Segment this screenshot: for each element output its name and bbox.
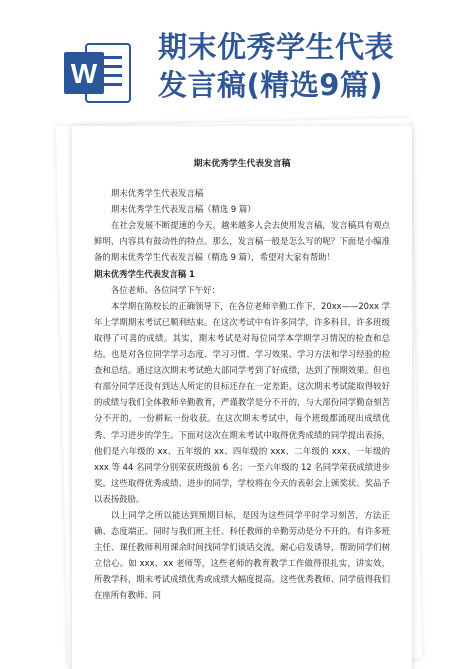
word-icon-letter: W — [70, 58, 98, 89]
paragraph: 在社会发展不断提速的今天，越来越多人会去使用发言稿，发言稿具有观点鲜明，内容具有鼓动性的特点。那么，发言稿一般是怎么写的呢？下面是小编准备的期末优秀学生代表发言稿（精选 9 篇），希望对大家有帮助！ — [94, 220, 390, 263]
word-document-icon — [62, 36, 136, 110]
paragraph: 以上同学之所以能达到预期目标，是因为这些同学平时学习刻苦，方法正确、态度端正。同时与我们班主任、科任教师的辛勤劳动是分不开的。有许多班主任、课任教师利用课余时间找同学们谈话交流，耐心启发诱导，帮助同学们树立信心。如 xxx、xx 老师等，这些老师的教育教学工作做得很扎实，讲实效，所教学科，期末考试成绩优秀或成绩大幅度提高。这些优秀教师、同学值得我们在座所有教师、同 — [94, 509, 390, 601]
document-content — [94, 156, 390, 604]
title-line-1: 期末优秀学生代表 — [158, 30, 395, 64]
document-title: 期末优秀学生代表发言稿 — [193, 159, 291, 169]
document-page — [72, 126, 412, 669]
section-heading: 期末优秀学生代表发言稿 1 — [94, 268, 195, 279]
title-line-2: 发言稿(精选9篇) — [158, 68, 384, 102]
paragraph: 期末优秀学生代表发言稿（精选 9 篇） — [111, 204, 256, 215]
paragraph: 期末优秀学生代表发言稿 — [111, 188, 204, 199]
paragraph: 各位老师、各位同学下午好： — [111, 284, 220, 295]
page-title — [158, 28, 468, 104]
paragraph: 本学期在陈校长的正确领导下，在各位老师辛勤工作下，20xx——20xx 学年上学期期末考试已顺利结束。在这次考试中有许多同学，许多科目，许多班级取得了可喜的成绩。其实，期末考试是对每位同学本学期学习情况的检查和总结。也是对各位同学学习态度、学习习惯、学习效果、学习方法和学习经验的检查和总结。通过这次期末考试绝大部同学考到了好成绩，达到了预期效果。但也有部分同学还没有到达人所定的目标还存在一定差距。这次期末考试能取得较好的成绩与我们全体教师辛勤教育，严谨教学是分不开的，与大部份同学勤奋刻苦分不开的，一份耕耘一份收获。在这次期末考试中，每个班级都涌现出成绩优秀、学习进步的学生。下面对这次在期末考试中取得优秀成绩的同学提出表扬，他们是六年级的 xx、五年级的 xx、四年级的 xxx、二年级的 xxx、一年级的 xxx 等 44 名同学分别荣获班级前 6 名；一至六年级的 12 名同学荣获成绩进步奖。这些取得优秀成绩、进步的同学，学校将在今天的表彰会上颁奖状、奖品予以表扬鼓励。 — [94, 300, 390, 504]
header — [0, 0, 474, 118]
document-body — [94, 185, 390, 603]
